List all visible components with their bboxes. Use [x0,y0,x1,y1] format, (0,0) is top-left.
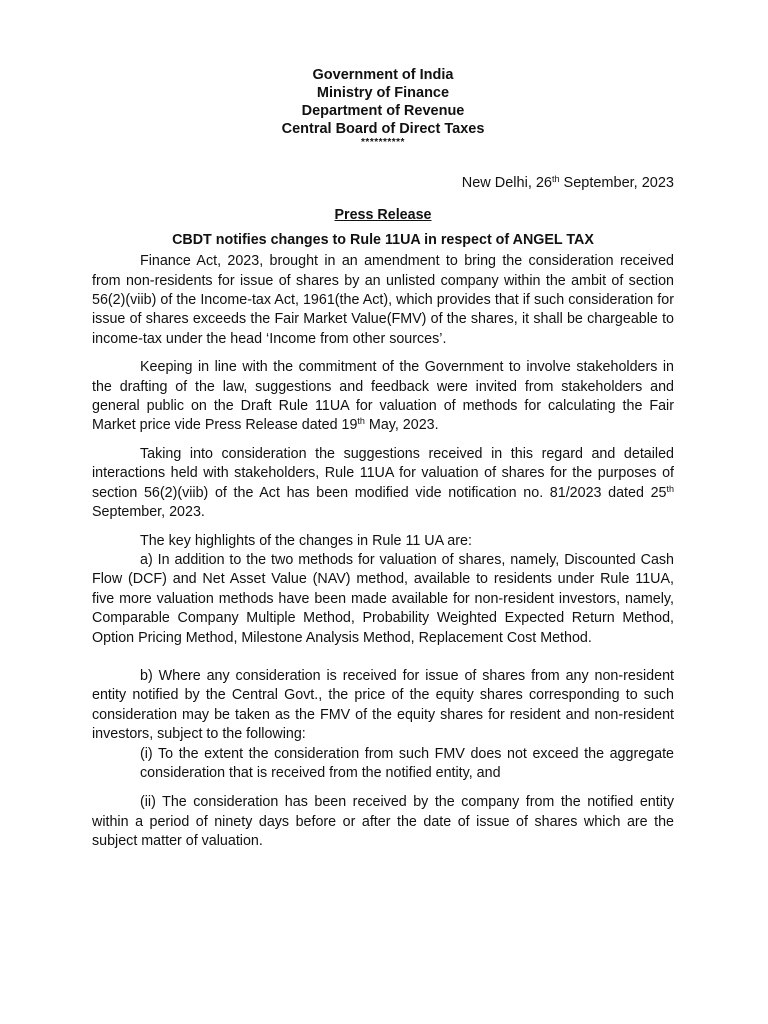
subject-heading: CBDT notifies changes to Rule 11UA in respect of ANGEL TAX [172,231,594,248]
paragraph-notification-ordinal: th [666,483,674,494]
paragraph-highlight-a: a) In addition to the two methods for valuation of shares, namely, Discounted Cash Flow (DCF) and Net Asset Value (NAV) method, available to residents under Rule 11UA, five more valuation methods have been made available for non-resident investors, namely, Comparable Company Multiple Method, Probability Weighted Expected Return Method, Option Pricing Method, Milestone Analysis Method, Replacement Cost Method. [92,551,674,646]
header-board: Central Board of Direct Taxes [281,121,485,137]
paragraph-stakeholders [92,358,674,436]
dateline-ordinal: th [552,174,560,184]
dateline-suffix: September, 2023 [559,175,674,191]
header-department: Department of Revenue [301,103,465,119]
paragraph-notification-text: Taking into consideration the suggestions received in this regard and detailed interactions held with stakeholders, Rule 11UA for valuation of shares for the purposes of section 56(2)(viib) of the Act has been modified vide notification no. 81/2023 dated 25 [92,445,674,501]
paragraph-condition-ii: (ii) The consideration has been received by the company from the notified entity within a period of ninety days before or after the date of issue of shares which are the subject matter of valuation. [92,794,674,850]
press-release-title: Press Release [334,207,432,224]
paragraph-stakeholders-text: Keeping in line with the commitment of the Government to involve stakeholders in the drafting of the law, suggestions and feedback were invited from stakeholders and general public on the Draft Rule 11UA for valuation of methods for calculating the Fair Market price vide Press Release dated 19 [92,359,674,434]
paragraph-finance-act: Finance Act, 2023, brought in an amendment to bring the consideration received from non-residents for issue of shares by an unlisted company within the ambit of section 56(2)(viib) of the Income-tax Act, 1961(the Act), which provides that if such consideration for issue of shares exceeds the Fair Market Value(FMV) of the shares, it shall be chargeable to income-tax under the head ‘Income from other sources’. [92,253,674,347]
paragraph-stakeholders-end: May, 2023. [364,417,439,434]
letterhead [92,66,674,147]
paragraph-highlights-intro: The key highlights of the changes in Rule 11 UA are: [140,532,472,549]
paragraph-notification-end: September, 2023. [92,504,205,521]
paragraph-notification [92,445,674,523]
dateline [92,174,674,193]
dateline-prefix: New Delhi, 26 [461,175,552,191]
press-release-page [92,66,674,852]
paragraph-condition-i: (i) To the extent the consideration from such FMV does not exceed the aggregate consideration that is received from the notified entity, and [140,745,674,781]
header-government: Government of India [312,67,454,83]
header-separator: ********** [361,137,405,148]
header-ministry: Ministry of Finance [316,85,450,101]
paragraph-stakeholders-ordinal: th [357,416,365,427]
paragraph-highlight-b: b) Where any consideration is received for issue of shares from any non-resident entity notified by the Central Govt., the price of the equity shares corresponding to such consideration may be taken as the FMV of the equity shares for resident and non-resident investors, subject to the following: [92,667,674,743]
